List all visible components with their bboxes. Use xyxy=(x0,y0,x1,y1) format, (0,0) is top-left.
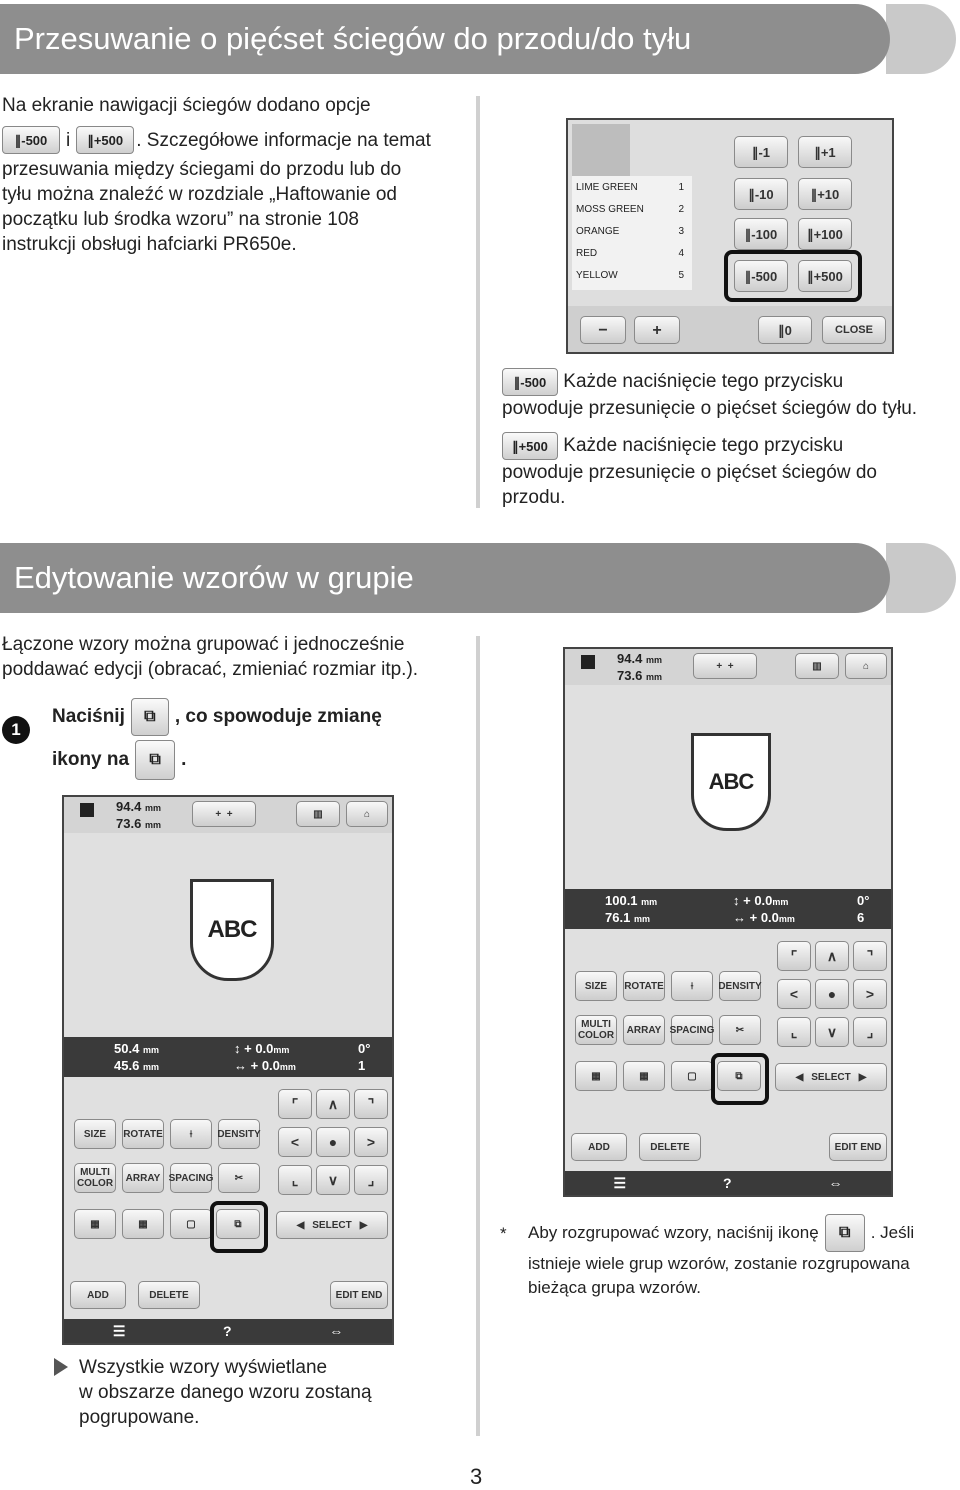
rotate-button[interactable]: ROTATE xyxy=(122,1119,164,1149)
intro-buttons-line xyxy=(2,126,431,154)
thread-icon[interactable]: ⇔ xyxy=(329,1323,344,1339)
plus-button[interactable] xyxy=(634,316,680,344)
intro-rest: . Szczegółowe informacje na temat xyxy=(136,129,431,151)
intro-paragraph xyxy=(2,157,401,257)
button-label: +100 xyxy=(813,226,843,242)
color-name: LIME GREEN xyxy=(576,182,638,193)
button-label: -1 xyxy=(758,144,771,160)
bottom-bar xyxy=(64,1319,392,1343)
arrow-down-right-icon[interactable]: ⌟ xyxy=(354,1165,388,1195)
arrow-up-icon[interactable]: ∧ xyxy=(316,1089,350,1119)
highlight-frame xyxy=(724,250,862,302)
group-on-icon: ⧉ xyxy=(825,1214,865,1252)
section-title: Przesuwanie o pięćset ściegów do przodu/do tyłu xyxy=(0,4,890,74)
add-button[interactable]: ADD xyxy=(70,1281,126,1309)
forward-500-button[interactable]: ∥ +500 xyxy=(798,260,852,292)
rotate-button[interactable]: ROTATE xyxy=(623,971,665,1001)
edit-end-button[interactable]: EDIT END xyxy=(330,1281,388,1309)
mirror-button[interactable]: ⟊ xyxy=(671,971,713,1001)
minus500-label: -500 xyxy=(21,132,48,148)
top-bar xyxy=(64,797,392,833)
note-star: * xyxy=(500,1224,507,1243)
edit-screen-small xyxy=(62,795,394,1345)
arrow-right-icon[interactable]: > xyxy=(853,979,887,1009)
arrow-down-right-icon[interactable]: ⌟ xyxy=(853,1017,887,1047)
step-text: . xyxy=(181,749,187,770)
spacing-button[interactable]: SPACING xyxy=(170,1163,212,1193)
edit-end-button[interactable]: EDIT END xyxy=(829,1133,887,1161)
section2-intro xyxy=(2,632,418,682)
step-text-line2 xyxy=(52,740,186,780)
button-label: -500 xyxy=(520,374,547,390)
arrow-left-icon[interactable]: < xyxy=(777,979,811,1009)
result-line: pogrupowane. xyxy=(79,1407,200,1428)
home-icon[interactable]: ⌂ xyxy=(845,653,887,679)
array-button[interactable]: ARRAY xyxy=(623,1015,665,1045)
info-bar: 50.4 mm 45.6 mm ↕ + 0.0mm ↔ + 0.0mm 0° 1 xyxy=(64,1037,392,1077)
delete-button[interactable]: DELETE xyxy=(138,1281,200,1309)
intro-line: przesuwania między ściegami do przodu lub do xyxy=(2,159,402,180)
arrow-down-left-icon[interactable]: ⌞ xyxy=(777,1017,811,1047)
select-button[interactable]: ◀ SELECT ▶ xyxy=(276,1211,388,1239)
note-line: bieżąca grupa wzorów. xyxy=(528,1278,701,1297)
group-on-icon[interactable]: ⧉ xyxy=(717,1061,761,1091)
color-number: 4 xyxy=(678,248,684,259)
highlight-frame xyxy=(711,1053,769,1105)
group-on-icon: ⧉ xyxy=(135,740,175,780)
highlight-frame xyxy=(210,1201,268,1253)
thread-icon[interactable]: ⇔ xyxy=(828,1175,843,1191)
arrow-down-left-icon[interactable]: ⌞ xyxy=(278,1165,312,1195)
list-icon[interactable]: ☰ xyxy=(112,1322,126,1339)
center-icon[interactable]: ● xyxy=(815,979,849,1009)
help-icon[interactable]: ? xyxy=(223,1323,232,1339)
color-name: YELLOW xyxy=(576,270,618,281)
monogram-pattern: ABC xyxy=(691,733,771,831)
intro-line: tyłu można znaleźć w rozdziale „Haftowanie od xyxy=(2,184,397,205)
spacing-button[interactable]: SPACING xyxy=(671,1015,713,1045)
forward-1-button[interactable]: ∥ +1 xyxy=(798,136,852,168)
button-label: +500 xyxy=(813,268,843,284)
border-button[interactable]: ▦ xyxy=(74,1209,116,1239)
step-text-line1 xyxy=(52,698,382,736)
array-button[interactable]: ARRAY xyxy=(122,1163,164,1193)
forward-description xyxy=(502,432,952,510)
back-500-button[interactable]: ∥ -500 xyxy=(734,260,788,292)
density-button[interactable]: DENSITY xyxy=(218,1119,260,1149)
stitch-navigation-screen xyxy=(566,118,894,354)
description-text: Każde naciśnięcie tego przycisku xyxy=(563,371,844,393)
note-text xyxy=(528,1214,948,1300)
minus-button[interactable] xyxy=(580,316,626,344)
step-number: 1 xyxy=(2,716,30,744)
area-button[interactable]: + + xyxy=(192,801,256,827)
border-button[interactable]: ▦ xyxy=(575,1061,617,1091)
intro-line: Łączone wzory można grupować i jednocześnie xyxy=(2,634,405,655)
button-label: -10 xyxy=(754,186,774,202)
note-line: . Jeśli xyxy=(870,1223,915,1242)
intro-line: Na ekranie nawigacji ściegów dodano opcje xyxy=(2,95,371,116)
header-decoration xyxy=(886,543,956,613)
delete-button[interactable]: DELETE xyxy=(639,1133,701,1161)
multi-color-button[interactable]: MULTI COLOR xyxy=(575,1015,617,1045)
divider xyxy=(476,636,480,1436)
minus500-button-icon: ∥ -500 xyxy=(2,126,60,154)
description-text: przodu. xyxy=(502,487,566,508)
arrow-up-left-icon[interactable]: ⌜ xyxy=(278,1089,312,1119)
button-label: -100 xyxy=(751,226,778,242)
monogram-pattern: ABC xyxy=(190,879,274,981)
step-text: , co spowoduje zmianę xyxy=(174,706,382,727)
group-off-icon[interactable]: ▢ xyxy=(170,1209,212,1239)
size-button[interactable]: SIZE xyxy=(74,1119,116,1149)
arrow-up-icon[interactable]: ∧ xyxy=(815,941,849,971)
plus500-label: +500 xyxy=(93,132,124,148)
group-off-icon: ⧉ xyxy=(131,698,169,736)
step-text: ikony na xyxy=(52,749,130,770)
pattern-dimensions: 94.4 mm 73.6 mm xyxy=(617,651,662,683)
result-arrow-icon xyxy=(54,1358,68,1376)
color-list xyxy=(572,176,692,290)
group-on-icon[interactable]: ⧉ xyxy=(216,1209,260,1239)
arrow-up-right-icon[interactable]: ⌝ xyxy=(853,941,887,971)
list-icon[interactable]: ☰ xyxy=(613,1174,627,1191)
note-line: istnieje wiele grup wzorów, zostanie rozgrupowana xyxy=(528,1254,910,1273)
scissors-icon[interactable]: ✂ xyxy=(218,1163,260,1193)
top-bar xyxy=(565,649,891,685)
scissors-icon[interactable]: ✂ xyxy=(719,1015,761,1045)
header-decoration xyxy=(886,4,956,74)
size-button[interactable]: SIZE xyxy=(575,971,617,1001)
zero-button[interactable]: ∥ 0 xyxy=(758,316,812,344)
group-off-icon[interactable]: ▢ xyxy=(671,1061,713,1091)
button-label: +500 xyxy=(518,438,548,454)
color-number: 2 xyxy=(678,204,684,215)
back-description xyxy=(502,368,952,421)
pattern-dimensions: 94.4 mm 73.6 mm xyxy=(116,799,161,831)
result-text xyxy=(79,1355,372,1430)
intro-line: poddawać edycji (obracać, zmieniać rozmiar itp.). xyxy=(2,659,419,680)
forward-100-button[interactable]: ∥ +100 xyxy=(798,218,852,250)
page-number: 3 xyxy=(470,1464,483,1489)
button-label: − xyxy=(598,321,608,339)
close-button[interactable] xyxy=(822,316,886,344)
button-label: +1 xyxy=(820,144,836,160)
arrow-right-icon[interactable]: > xyxy=(354,1127,388,1157)
grid-button[interactable]: ▦ xyxy=(122,1209,164,1239)
step-text: Naciśnij xyxy=(52,706,125,727)
info-bar: 100.1 mm 76.1 mm ↕ + 0.0mm ↔ + 0.0mm 0° 6 xyxy=(565,889,891,929)
mirror-button[interactable]: ⟊ xyxy=(170,1119,212,1149)
select-button[interactable]: ◀ SELECT ▶ xyxy=(775,1063,887,1091)
arrow-up-right-icon[interactable]: ⌝ xyxy=(354,1089,388,1119)
color-name: RED xyxy=(576,248,598,259)
pattern-thumbnail xyxy=(572,124,630,182)
note-line: Aby rozgrupować wzory, naciśnij ikonę xyxy=(528,1223,819,1242)
button-label: CLOSE xyxy=(835,323,873,336)
density-button[interactable]: DENSITY xyxy=(719,971,761,1001)
description-text: Każde naciśnięcie tego przycisku xyxy=(563,435,844,457)
arrow-left-icon[interactable]: < xyxy=(278,1127,312,1157)
arrow-up-left-icon[interactable]: ⌜ xyxy=(777,941,811,971)
plus500-button-icon: ∥ +500 xyxy=(502,432,558,460)
plus500-button-icon: ∥ +500 xyxy=(76,126,134,154)
color-number: 3 xyxy=(678,226,684,237)
conjunction: i xyxy=(66,129,71,151)
back-10-button[interactable]: ∥ -10 xyxy=(734,178,788,210)
back-100-button[interactable]: ∥ -100 xyxy=(734,218,788,250)
intro-line: instrukcji obsługi hafciarki PR650e. xyxy=(2,234,297,255)
section-title: Edytowanie wzorów w grupie xyxy=(0,543,890,613)
multi-color-button[interactable]: MULTI COLOR xyxy=(74,1163,116,1193)
grid-button[interactable]: ▦ xyxy=(623,1061,665,1091)
intro-line: początku lub środka wzoru” na stronie 108 xyxy=(2,209,359,230)
arrow-down-icon[interactable]: ∨ xyxy=(815,1017,849,1047)
description-text: powoduje przesunięcie o pięćset ściegów do tyłu. xyxy=(502,398,918,419)
color-name: ORANGE xyxy=(576,226,620,237)
button-label: +10 xyxy=(817,186,840,202)
mode-button[interactable]: ▥ xyxy=(795,653,839,679)
arrow-down-icon[interactable]: ∨ xyxy=(316,1165,350,1195)
area-button[interactable]: + + xyxy=(693,653,757,679)
pattern-size-icon xyxy=(80,803,94,817)
center-icon[interactable]: ● xyxy=(316,1127,350,1157)
button-label: + xyxy=(652,321,662,339)
back-1-button[interactable]: ∥ -1 xyxy=(734,136,788,168)
forward-10-button[interactable]: ∥ +10 xyxy=(798,178,852,210)
color-number: 5 xyxy=(678,270,684,281)
bottom-bar xyxy=(565,1171,891,1195)
mode-button[interactable]: ▥ xyxy=(296,801,340,827)
button-label: 0 xyxy=(784,322,792,338)
minus500-button-icon: ∥ -500 xyxy=(502,368,558,396)
button-label: -500 xyxy=(751,268,778,284)
add-button[interactable]: ADD xyxy=(571,1133,627,1161)
color-name: MOSS GREEN xyxy=(576,204,644,215)
help-icon[interactable]: ? xyxy=(722,1175,732,1191)
color-number: 1 xyxy=(678,182,684,193)
divider xyxy=(476,96,480,508)
description-text: powoduje przesunięcie o pięćset ściegów do xyxy=(502,462,877,483)
edit-screen-large xyxy=(563,647,893,1197)
pattern-size-icon xyxy=(581,655,595,669)
result-line: Wszystkie wzory wyświetlane xyxy=(79,1357,328,1378)
home-icon[interactable]: ⌂ xyxy=(346,801,388,827)
result-line: w obszarze danego wzoru zostaną xyxy=(79,1382,372,1403)
